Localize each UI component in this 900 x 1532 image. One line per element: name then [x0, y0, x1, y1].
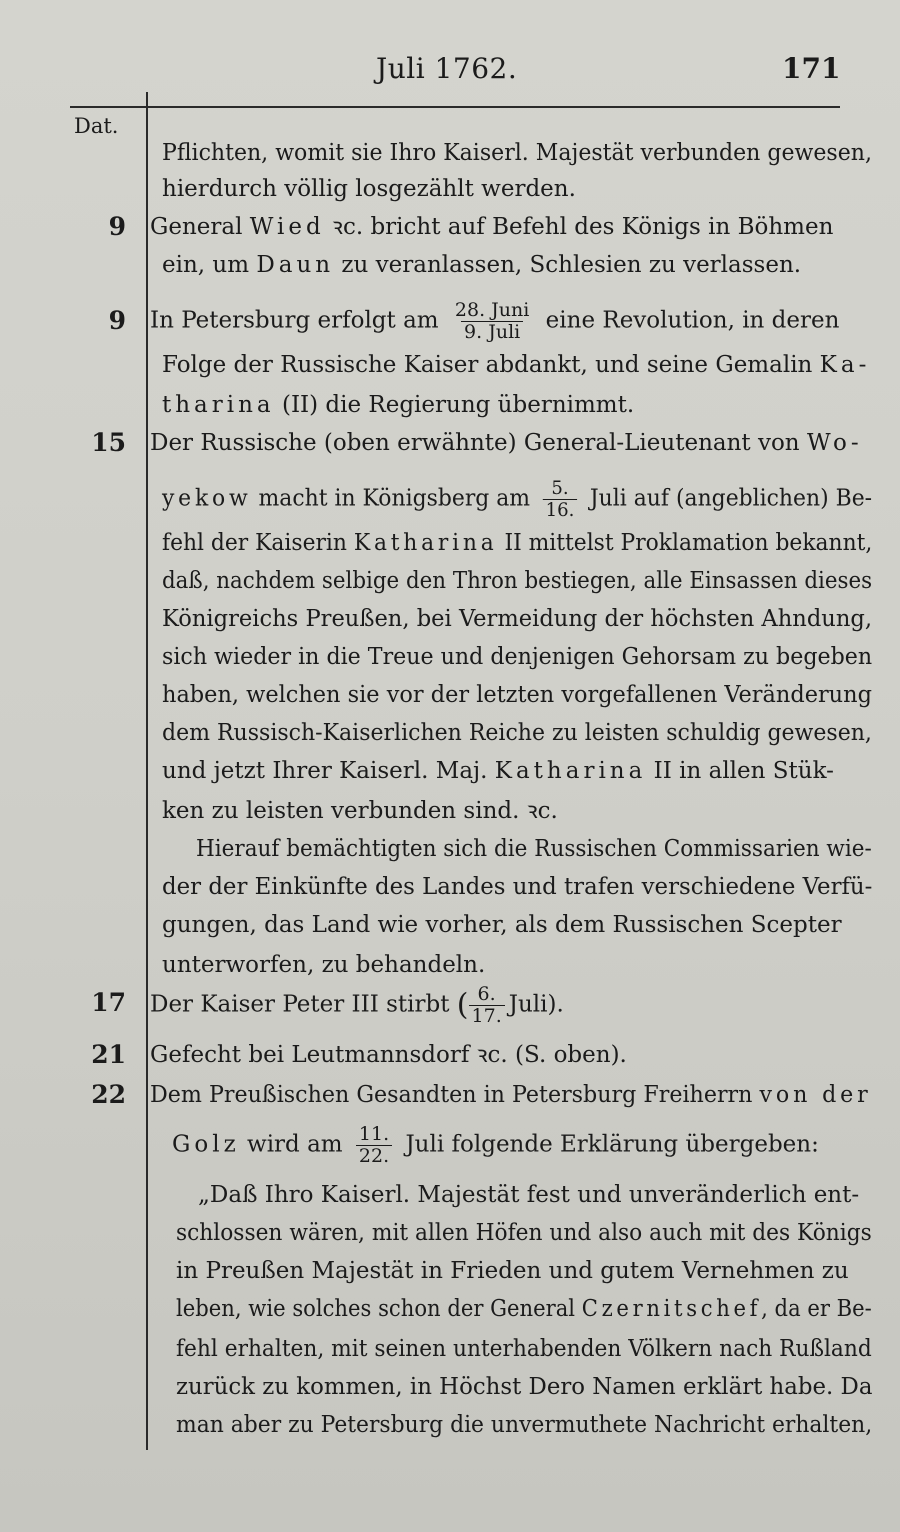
page-number: 171 [782, 52, 841, 85]
text-line: „Daß Ihro Kaiserl. Majestät fest und unveränderlich ent- [198, 1182, 860, 1208]
date-fraction: $\frac{\text{28. Juni}}{\text{9. Juli}}$ [454, 299, 530, 343]
spaced-name: Daun [256, 252, 335, 278]
text-line: Pflichten, womit sie Ihro Kaiserl. Majestät verbunden gewesen, [162, 140, 872, 166]
date-entry: 17 [91, 988, 126, 1017]
spaced-name: Golz [172, 1131, 240, 1158]
spaced-name: von der [759, 1082, 872, 1108]
text-line: in Preußen Majestät in Frieden und gutem Vernehmen zu [176, 1258, 849, 1284]
running-head: Juli 1762. [376, 52, 518, 85]
date-column-label: Dat. [74, 114, 119, 138]
text-line: haben, welchen sie vor der letzten vorgefallenen Veränderung [162, 682, 872, 708]
text-line: der der Einkünfte des Landes und trafen verschiedene Verfü- [162, 874, 873, 900]
page-header [0, 46, 900, 86]
text-line: leben, wie solches schon der General Czernitschef, da er Be- [176, 1296, 872, 1322]
date-entry: 9 [108, 306, 126, 335]
text-line: zurück zu kommen, in Höchst Dero Namen erklärt habe. Da [176, 1374, 873, 1400]
date-entry: 9 [108, 212, 126, 241]
spaced-name: tharina [162, 392, 275, 418]
spaced-name: Katharina [494, 758, 647, 784]
text-line: General Wied ꝛc. bricht auf Befehl des Königs in Böhmen [150, 214, 834, 240]
text-line: Dem Preußischen Gesandten in Petersburg Freiherrn von der [150, 1082, 872, 1108]
date-fraction: $\frac{5.}{16.}$ [543, 478, 577, 521]
spaced-name: Czernitschef [581, 1296, 762, 1322]
header-rule [70, 106, 840, 108]
text-line: Hierauf bemächtigten sich die Russischen Commissarien wie- [196, 836, 872, 862]
spaced-name: yekow [162, 485, 252, 512]
text-line: Golz wird am $\frac{11.}{22.}$ Juli folgende Erklärung übergeben: [172, 1123, 819, 1167]
date-entry: 15 [91, 428, 126, 457]
date-fraction: $\frac{6.}{17.}$ [469, 984, 505, 1027]
text-line: hierdurch völlig losgezählt werden. [162, 176, 576, 202]
text-line: sich wieder in die Treue und denjenigen Gehorsam zu begeben [162, 644, 873, 670]
text-line: In Petersburg erfolgt am $\frac{\text{28. Juni}}{\text{9. Juli}}$ eine Revolution, in deren [150, 299, 840, 343]
date-entry: 21 [91, 1040, 126, 1069]
text-line: daß, nachdem selbige den Thron bestiegen, alle Einsassen dieses [162, 568, 873, 594]
text-line: Folge der Russische Kaiser abdankt, und seine Gemalin Ka- [162, 352, 871, 378]
spaced-name: Katharina [353, 530, 498, 556]
text-line: tharina (II) die Regierung übernimmt. [162, 392, 635, 418]
text-line: Königreichs Preußen, bei Vermeidung der höchsten Ahndung, [162, 606, 873, 632]
date-entry: 22 [91, 1080, 126, 1109]
text-line: ein, um Daun zu veranlassen, Schlesien zu verlassen. [162, 252, 802, 278]
spaced-name: Wied [249, 214, 325, 240]
text-line: dem Russisch-Kaiserlichen Reiche zu leisten schuldig gewesen, [162, 720, 872, 746]
text-line: gungen, das Land wie vorher, als dem Russischen Scepter [162, 912, 842, 938]
spaced-name: Ka- [819, 352, 871, 378]
text-line: Der Russische (oben erwähnte) General-Lieutenant von Wo- [150, 430, 863, 456]
text-line: Gefecht bei Leutmannsdorf ꝛc. (S. oben). [150, 1042, 627, 1068]
text-line: ken zu leisten verbunden sind. ꝛc. [162, 798, 558, 824]
date-column-rule [146, 92, 148, 1450]
text-line: fehl erhalten, mit seinen unterhabenden Völkern nach Rußland [176, 1336, 872, 1362]
text-line: yekow macht in Königsberg am $\frac{5.}{16.}$ Juli auf (angeblichen) Be- [162, 477, 873, 521]
spaced-name: Wo- [806, 430, 863, 456]
text-line: fehl der Kaiserin Katharina II mittelst Proklamation bekannt, [162, 530, 873, 556]
text-line: schlossen wären, mit allen Höfen und also auch mit des Königs [176, 1220, 872, 1246]
text-line: und jetzt Ihrer Kaiserl. Maj. Katharina II in allen Stük- [162, 758, 834, 784]
date-fraction: $\frac{11.}{22.}$ [356, 1124, 392, 1167]
text-line: man aber zu Petersburg die unvermuthete Nachricht erhalten, [176, 1412, 873, 1438]
text-line: unterworfen, zu behandeln. [162, 952, 486, 978]
text-line: Der Kaiser Peter III stirbt ( $\frac{6.}{17.}$ Juli). [150, 983, 564, 1027]
